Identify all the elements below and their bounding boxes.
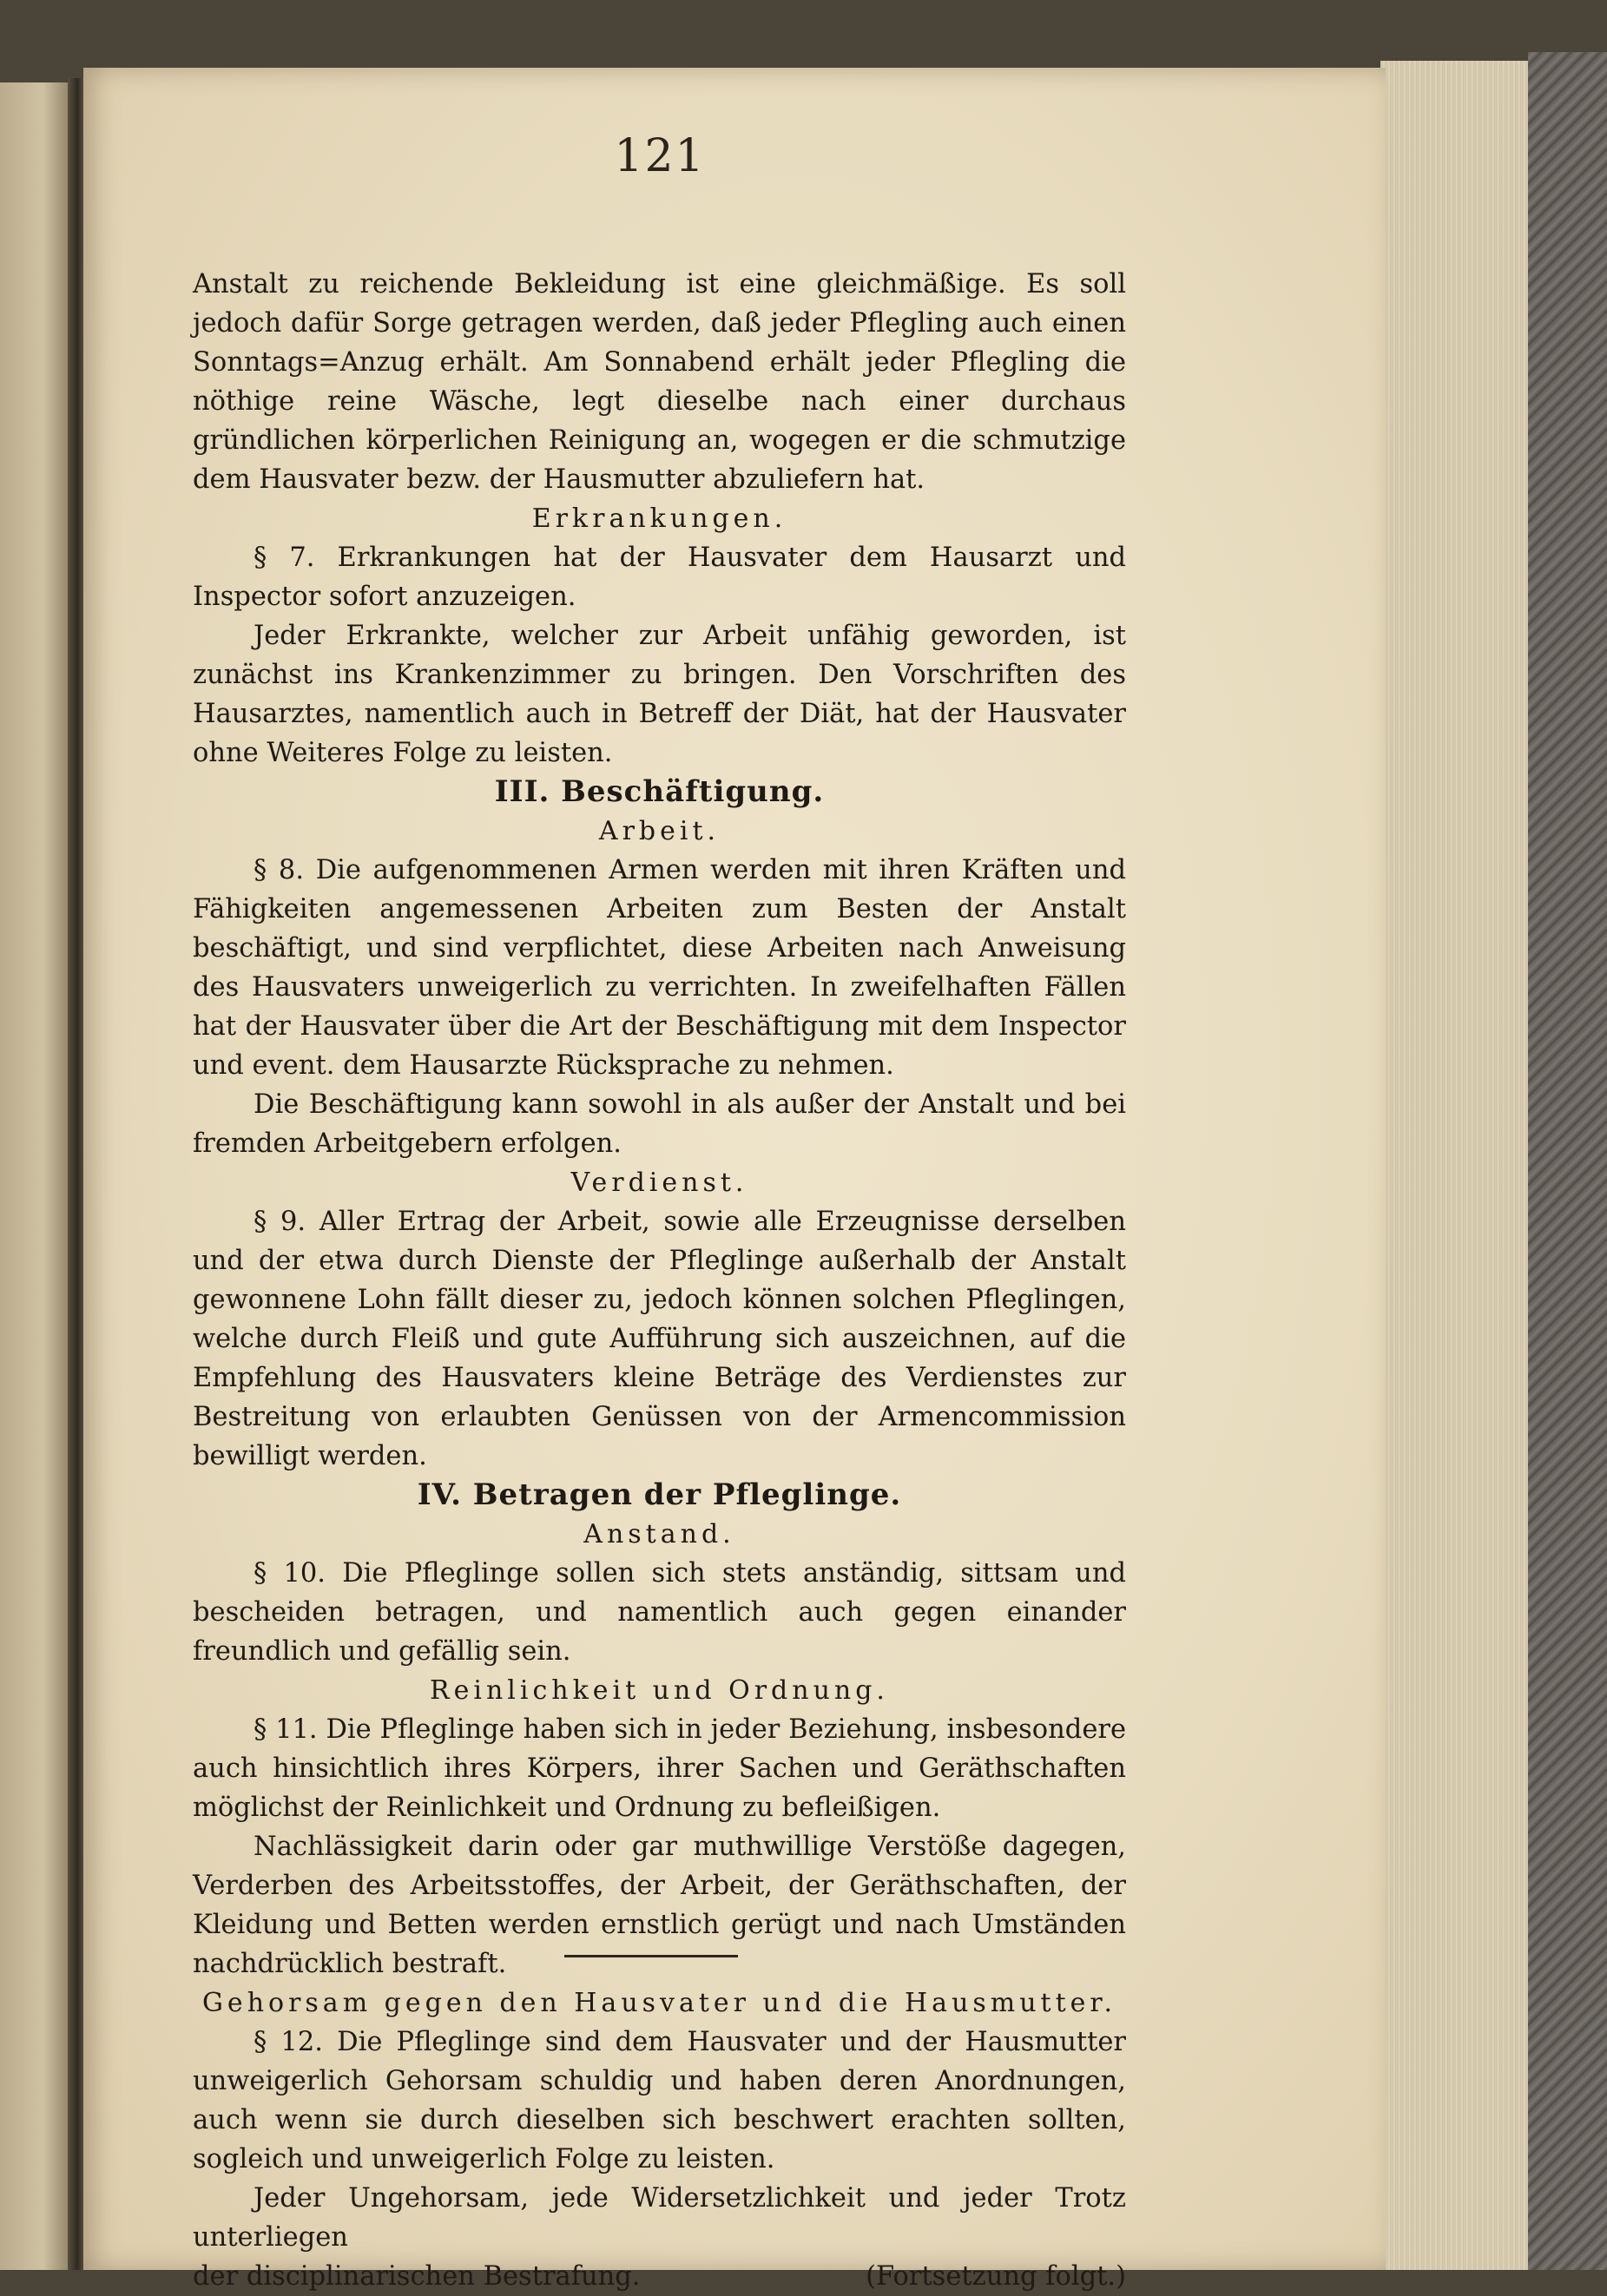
paragraph: Anstalt zu reichende Bekleidung ist eine gleichmäßige. Es soll jedoch dafür Sorge getragen werden, daß jeder Pflegling auch einen Sonntags=Anzug erhält. Am Sonnabend erhält jeder Pflegling die nöthige reine Wäsche, legt dieselbe nach einer durchaus gründlichen körperlichen Reinigung an, wogegen er die schmutzige dem Hausvater bezw. der Hausmutter abzuliefern hat.	[193, 269, 1126, 495]
subheading-anstand: Anstand.	[583, 1519, 735, 1549]
left-page-edge	[0, 82, 71, 2270]
page-number: 121	[614, 130, 706, 182]
page-text	[193, 265, 1126, 2296]
subheading-reinlichkeit: Reinlichkeit und Ordnung.	[430, 1675, 889, 1706]
paragraph-s12: § 12. Die Pfleglinge sind dem Hausvater und der Hausmutter unweigerlich Gehorsam schuldig und haben deren Anordnungen, auch wenn sie durch dieselben sich beschwert erachten sollten, sogleich und unweigerlich Folge zu leisten.	[193, 2027, 1126, 2174]
paragraph: Die Beschäftigung kann sowohl in als außer der Anstalt und bei fremden Arbeitgebern erfolgen.	[193, 1089, 1126, 1159]
section-heading-iv: IV. Betragen der Pfleglinge.	[417, 1477, 902, 1512]
section-heading-iii: III. Beschäftigung.	[494, 774, 825, 809]
subheading-verdienst: Verdienst.	[570, 1168, 748, 1198]
paragraph-s9: § 9. Aller Ertrag der Arbeit, sowie alle Erzeugnisse derselben und der etwa durch Dienste der Pfleglinge außerhalb der Anstalt gewonnene Lohn fällt dieser zu, jedoch können solchen Pfleglingen, welche durch Fleiß und gute Aufführung sich auszeichnen, auf die Empfehlung des Hausvaters kleine Beträge des Verdienstes zur Bestreitung von erlaubten Genüssen von der Armencommission bewilligt werden.	[193, 1207, 1126, 1471]
subheading-arbeit: Arbeit.	[598, 816, 721, 846]
continuation-note: (Fortsetzung folgt.)	[866, 2261, 1126, 2292]
subheading-erkrankungen: Erkrankungen.	[531, 503, 787, 534]
paragraph-s8: § 8. Die aufgenommenen Armen werden mit ihren Kräften und Fähigkeiten angemessenen Arbeiten zum Besten der Anstalt beschäftigt, und sind verpflichtet, diese Arbeiten nach Anweisung des Hausvaters unweigerlich zu verrichten. In zweifelhaften Fällen hat der Hausvater über die Art der Beschäftigung mit dem Inspector und event. dem Hausarzte Rücksprache zu nehmen.	[193, 855, 1126, 1081]
book-cover	[1528, 52, 1607, 2270]
final-line	[193, 2257, 1126, 2296]
final-line-text: der disciplinarischen Bestrafung.	[193, 2261, 641, 2292]
paragraph-s11: § 11. Die Pfleglinge haben sich in jeder Beziehung, insbesondere auch hinsichtlich ihres Körpers, ihrer Sachen und Geräthschaften möglichst der Reinlichkeit und Ordnung zu befleißigen.	[193, 1714, 1126, 1823]
paragraph: Jeder Ungehorsam, jede Widersetzlichkeit und jeder Trotz unterliegen	[193, 2183, 1126, 2253]
paragraph-s7: § 7. Erkrankungen hat der Hausvater dem Hausarzt und Inspector sofort anzuzeigen.	[193, 543, 1126, 612]
paragraph-s10: § 10. Die Pfleglinge sollen sich stets anständig, sittsam und bescheiden betragen, und namentlich auch gegen einander freundlich und gefällig sein.	[193, 1558, 1126, 1667]
subheading-gehorsam: Gehorsam gegen den Hausvater und die Hausmutter.	[201, 1988, 1117, 2018]
paragraph: Nachlässigkeit darin oder gar muthwillige Verstöße dagegen, Verderben des Arbeitsstoffes, der Arbeit, der Geräthschaften, der Kleidung und Betten werden ernstlich gerügt und nach Umständen nachdrücklich bestraft.	[193, 1832, 1126, 1979]
end-rule-divider	[564, 1955, 738, 1957]
paragraph: Jeder Erkrankte, welcher zur Arbeit unfähig geworden, ist zunächst ins Krankenzimmer zu bringen. Den Vorschriften des Hausarztes, namentlich auch in Betreff der Diät, hat der Hausvater ohne Weiteres Folge zu leisten.	[193, 621, 1126, 768]
